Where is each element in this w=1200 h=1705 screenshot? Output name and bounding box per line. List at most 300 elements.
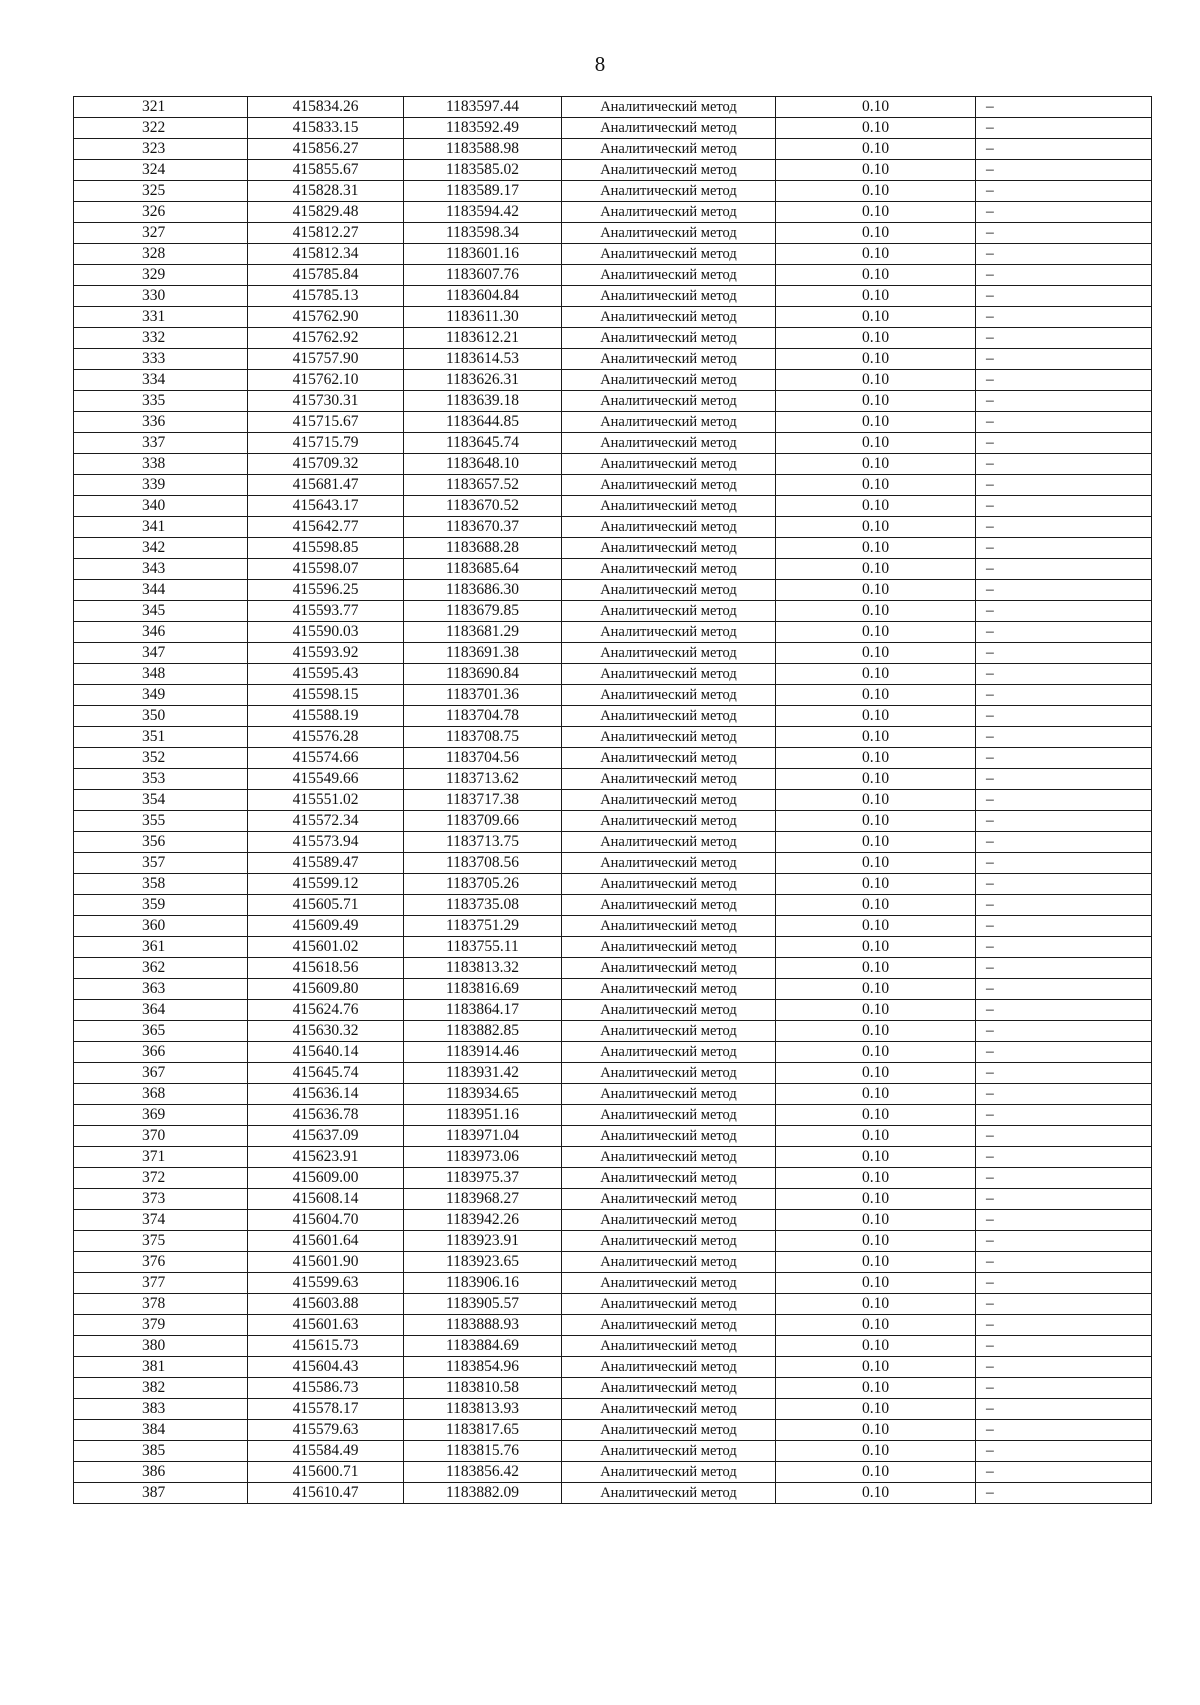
table-row	[74, 496, 1152, 517]
precision-cell: 0.10	[776, 328, 976, 349]
y-coordinate-cell: 1183588.98	[404, 139, 562, 160]
y-coordinate-cell: 1183816.69	[404, 979, 562, 1000]
x-coordinate-cell: 415643.17	[248, 496, 404, 517]
method-cell: Аналитический метод	[562, 244, 776, 265]
method-cell: Аналитический метод	[562, 1483, 776, 1504]
y-coordinate-cell: 1183645.74	[404, 433, 562, 454]
method-cell: Аналитический метод	[562, 181, 776, 202]
precision-cell: 0.10	[776, 1042, 976, 1063]
y-coordinate-cell: 1183589.17	[404, 181, 562, 202]
point-number-cell: 350	[74, 706, 248, 727]
table-row	[74, 937, 1152, 958]
table-row	[74, 97, 1152, 118]
table-row	[74, 517, 1152, 538]
dash-cell: –	[976, 244, 1152, 265]
method-cell: Аналитический метод	[562, 727, 776, 748]
point-number-cell: 321	[74, 97, 248, 118]
x-coordinate-cell: 415609.00	[248, 1168, 404, 1189]
point-number-cell: 361	[74, 937, 248, 958]
dash-cell: –	[976, 1378, 1152, 1399]
precision-cell: 0.10	[776, 1315, 976, 1336]
dash-cell: –	[976, 181, 1152, 202]
method-cell: Аналитический метод	[562, 832, 776, 853]
method-cell: Аналитический метод	[562, 475, 776, 496]
method-cell: Аналитический метод	[562, 769, 776, 790]
table-row	[74, 1021, 1152, 1042]
x-coordinate-cell: 415856.27	[248, 139, 404, 160]
table-row	[74, 1252, 1152, 1273]
point-number-cell: 374	[74, 1210, 248, 1231]
x-coordinate-cell: 415549.66	[248, 769, 404, 790]
table-row	[74, 979, 1152, 1000]
table-row	[74, 412, 1152, 433]
y-coordinate-cell: 1183612.21	[404, 328, 562, 349]
table-row	[74, 1441, 1152, 1462]
point-number-cell: 351	[74, 727, 248, 748]
point-number-cell: 362	[74, 958, 248, 979]
y-coordinate-cell: 1183810.58	[404, 1378, 562, 1399]
precision-cell: 0.10	[776, 349, 976, 370]
table-row	[74, 475, 1152, 496]
dash-cell: –	[976, 412, 1152, 433]
y-coordinate-cell: 1183614.53	[404, 349, 562, 370]
coordinates-table-body	[74, 97, 1152, 1504]
x-coordinate-cell: 415584.49	[248, 1441, 404, 1462]
point-number-cell: 371	[74, 1147, 248, 1168]
y-coordinate-cell: 1183968.27	[404, 1189, 562, 1210]
point-number-cell: 367	[74, 1063, 248, 1084]
x-coordinate-cell: 415601.63	[248, 1315, 404, 1336]
y-coordinate-cell: 1183597.44	[404, 97, 562, 118]
dash-cell: –	[976, 328, 1152, 349]
precision-cell: 0.10	[776, 853, 976, 874]
precision-cell: 0.10	[776, 307, 976, 328]
dash-cell: –	[976, 895, 1152, 916]
dash-cell: –	[976, 790, 1152, 811]
point-number-cell: 360	[74, 916, 248, 937]
y-coordinate-cell: 1183639.18	[404, 391, 562, 412]
precision-cell: 0.10	[776, 1483, 976, 1504]
y-coordinate-cell: 1183906.16	[404, 1273, 562, 1294]
method-cell: Аналитический метод	[562, 139, 776, 160]
precision-cell: 0.10	[776, 580, 976, 601]
table-row	[74, 853, 1152, 874]
x-coordinate-cell: 415623.91	[248, 1147, 404, 1168]
precision-cell: 0.10	[776, 979, 976, 1000]
table-row	[74, 160, 1152, 181]
table-row	[74, 685, 1152, 706]
method-cell: Аналитический метод	[562, 811, 776, 832]
method-cell: Аналитический метод	[562, 937, 776, 958]
x-coordinate-cell: 415598.15	[248, 685, 404, 706]
method-cell: Аналитический метод	[562, 538, 776, 559]
x-coordinate-cell: 415609.49	[248, 916, 404, 937]
y-coordinate-cell: 1183691.38	[404, 643, 562, 664]
point-number-cell: 369	[74, 1105, 248, 1126]
precision-cell: 0.10	[776, 1210, 976, 1231]
table-row	[74, 1105, 1152, 1126]
method-cell: Аналитический метод	[562, 853, 776, 874]
precision-cell: 0.10	[776, 895, 976, 916]
y-coordinate-cell: 1183923.65	[404, 1252, 562, 1273]
dash-cell: –	[976, 1273, 1152, 1294]
precision-cell: 0.10	[776, 286, 976, 307]
y-coordinate-cell: 1183882.85	[404, 1021, 562, 1042]
x-coordinate-cell: 415640.14	[248, 1042, 404, 1063]
method-cell: Аналитический метод	[562, 160, 776, 181]
method-cell: Аналитический метод	[562, 454, 776, 475]
table-row	[74, 538, 1152, 559]
y-coordinate-cell: 1183681.29	[404, 622, 562, 643]
precision-cell: 0.10	[776, 454, 976, 475]
method-cell: Аналитический метод	[562, 1252, 776, 1273]
precision-cell: 0.10	[776, 1294, 976, 1315]
dash-cell: –	[976, 475, 1152, 496]
method-cell: Аналитический метод	[562, 1357, 776, 1378]
dash-cell: –	[976, 958, 1152, 979]
dash-cell: –	[976, 1315, 1152, 1336]
point-number-cell: 323	[74, 139, 248, 160]
precision-cell: 0.10	[776, 433, 976, 454]
y-coordinate-cell: 1183709.66	[404, 811, 562, 832]
y-coordinate-cell: 1183670.52	[404, 496, 562, 517]
point-number-cell: 364	[74, 1000, 248, 1021]
point-number-cell: 338	[74, 454, 248, 475]
y-coordinate-cell: 1183657.52	[404, 475, 562, 496]
dash-cell: –	[976, 1294, 1152, 1315]
table-row	[74, 559, 1152, 580]
dash-cell: –	[976, 223, 1152, 244]
y-coordinate-cell: 1183975.37	[404, 1168, 562, 1189]
dash-cell: –	[976, 433, 1152, 454]
table-row	[74, 454, 1152, 475]
dash-cell: –	[976, 349, 1152, 370]
point-number-cell: 378	[74, 1294, 248, 1315]
table-row	[74, 769, 1152, 790]
method-cell: Аналитический метод	[562, 664, 776, 685]
point-number-cell: 348	[74, 664, 248, 685]
x-coordinate-cell: 415589.47	[248, 853, 404, 874]
page-number: 8	[594, 52, 606, 76]
point-number-cell: 373	[74, 1189, 248, 1210]
y-coordinate-cell: 1183751.29	[404, 916, 562, 937]
dash-cell: –	[976, 1084, 1152, 1105]
point-number-cell: 334	[74, 370, 248, 391]
table-row	[74, 1147, 1152, 1168]
precision-cell: 0.10	[776, 727, 976, 748]
method-cell: Аналитический метод	[562, 979, 776, 1000]
dash-cell: –	[976, 202, 1152, 223]
point-number-cell: 347	[74, 643, 248, 664]
x-coordinate-cell: 415828.31	[248, 181, 404, 202]
table-row	[74, 1168, 1152, 1189]
dash-cell: –	[976, 160, 1152, 181]
precision-cell: 0.10	[776, 97, 976, 118]
x-coordinate-cell: 415593.77	[248, 601, 404, 622]
table-row	[74, 1399, 1152, 1420]
x-coordinate-cell: 415610.47	[248, 1483, 404, 1504]
precision-cell: 0.10	[776, 1357, 976, 1378]
method-cell: Аналитический метод	[562, 1042, 776, 1063]
coordinates-table	[73, 96, 1152, 1504]
y-coordinate-cell: 1183735.08	[404, 895, 562, 916]
precision-cell: 0.10	[776, 412, 976, 433]
dash-cell: –	[976, 1147, 1152, 1168]
precision-cell: 0.10	[776, 1105, 976, 1126]
method-cell: Аналитический метод	[562, 580, 776, 601]
x-coordinate-cell: 415785.13	[248, 286, 404, 307]
precision-cell: 0.10	[776, 1231, 976, 1252]
dash-cell: –	[976, 391, 1152, 412]
table-row	[74, 1126, 1152, 1147]
method-cell: Аналитический метод	[562, 370, 776, 391]
y-coordinate-cell: 1183708.56	[404, 853, 562, 874]
y-coordinate-cell: 1183701.36	[404, 685, 562, 706]
precision-cell: 0.10	[776, 1021, 976, 1042]
x-coordinate-cell: 415608.14	[248, 1189, 404, 1210]
table-row	[74, 1294, 1152, 1315]
method-cell: Аналитический метод	[562, 349, 776, 370]
point-number-cell: 328	[74, 244, 248, 265]
dash-cell: –	[976, 748, 1152, 769]
dash-cell: –	[976, 97, 1152, 118]
point-number-cell: 325	[74, 181, 248, 202]
table-row	[74, 1483, 1152, 1504]
dash-cell: –	[976, 1210, 1152, 1231]
table-row	[74, 811, 1152, 832]
precision-cell: 0.10	[776, 601, 976, 622]
precision-cell: 0.10	[776, 496, 976, 517]
precision-cell: 0.10	[776, 181, 976, 202]
method-cell: Аналитический метод	[562, 1462, 776, 1483]
method-cell: Аналитический метод	[562, 307, 776, 328]
dash-cell: –	[976, 286, 1152, 307]
precision-cell: 0.10	[776, 1126, 976, 1147]
y-coordinate-cell: 1183755.11	[404, 937, 562, 958]
table-row	[74, 706, 1152, 727]
point-number-cell: 383	[74, 1399, 248, 1420]
point-number-cell: 387	[74, 1483, 248, 1504]
table-row	[74, 916, 1152, 937]
x-coordinate-cell: 415551.02	[248, 790, 404, 811]
table-row	[74, 286, 1152, 307]
point-number-cell: 377	[74, 1273, 248, 1294]
table-row	[74, 1315, 1152, 1336]
x-coordinate-cell: 415615.73	[248, 1336, 404, 1357]
precision-cell: 0.10	[776, 1063, 976, 1084]
y-coordinate-cell: 1183971.04	[404, 1126, 562, 1147]
x-coordinate-cell: 415812.27	[248, 223, 404, 244]
x-coordinate-cell: 415715.67	[248, 412, 404, 433]
precision-cell: 0.10	[776, 1147, 976, 1168]
x-coordinate-cell: 415730.31	[248, 391, 404, 412]
dash-cell: –	[976, 769, 1152, 790]
y-coordinate-cell: 1183594.42	[404, 202, 562, 223]
point-number-cell: 375	[74, 1231, 248, 1252]
method-cell: Аналитический метод	[562, 223, 776, 244]
precision-cell: 0.10	[776, 559, 976, 580]
y-coordinate-cell: 1183611.30	[404, 307, 562, 328]
table-row	[74, 181, 1152, 202]
point-number-cell: 385	[74, 1441, 248, 1462]
table-row	[74, 1231, 1152, 1252]
x-coordinate-cell: 415785.84	[248, 265, 404, 286]
x-coordinate-cell: 415630.32	[248, 1021, 404, 1042]
point-number-cell: 345	[74, 601, 248, 622]
x-coordinate-cell: 415595.43	[248, 664, 404, 685]
precision-cell: 0.10	[776, 223, 976, 244]
point-number-cell: 342	[74, 538, 248, 559]
precision-cell: 0.10	[776, 391, 976, 412]
x-coordinate-cell: 415598.07	[248, 559, 404, 580]
method-cell: Аналитический метод	[562, 496, 776, 517]
point-number-cell: 344	[74, 580, 248, 601]
x-coordinate-cell: 415709.32	[248, 454, 404, 475]
precision-cell: 0.10	[776, 685, 976, 706]
point-number-cell: 341	[74, 517, 248, 538]
precision-cell: 0.10	[776, 706, 976, 727]
point-number-cell: 335	[74, 391, 248, 412]
x-coordinate-cell: 415645.74	[248, 1063, 404, 1084]
y-coordinate-cell: 1183951.16	[404, 1105, 562, 1126]
point-number-cell: 357	[74, 853, 248, 874]
dash-cell: –	[976, 1420, 1152, 1441]
precision-cell: 0.10	[776, 916, 976, 937]
method-cell: Аналитический метод	[562, 1168, 776, 1189]
precision-cell: 0.10	[776, 790, 976, 811]
method-cell: Аналитический метод	[562, 433, 776, 454]
table-row	[74, 328, 1152, 349]
point-number-cell: 359	[74, 895, 248, 916]
precision-cell: 0.10	[776, 517, 976, 538]
point-number-cell: 339	[74, 475, 248, 496]
dash-cell: –	[976, 1252, 1152, 1273]
point-number-cell: 366	[74, 1042, 248, 1063]
x-coordinate-cell: 415604.70	[248, 1210, 404, 1231]
x-coordinate-cell: 415588.19	[248, 706, 404, 727]
precision-cell: 0.10	[776, 1462, 976, 1483]
table-row	[74, 1189, 1152, 1210]
y-coordinate-cell: 1183601.16	[404, 244, 562, 265]
table-row	[74, 223, 1152, 244]
y-coordinate-cell: 1183592.49	[404, 118, 562, 139]
dash-cell: –	[976, 1000, 1152, 1021]
point-number-cell: 327	[74, 223, 248, 244]
x-coordinate-cell: 415855.67	[248, 160, 404, 181]
point-number-cell: 363	[74, 979, 248, 1000]
point-number-cell: 352	[74, 748, 248, 769]
y-coordinate-cell: 1183914.46	[404, 1042, 562, 1063]
precision-cell: 0.10	[776, 244, 976, 265]
table-row	[74, 1273, 1152, 1294]
method-cell: Аналитический метод	[562, 286, 776, 307]
method-cell: Аналитический метод	[562, 1378, 776, 1399]
dash-cell: –	[976, 1126, 1152, 1147]
method-cell: Аналитический метод	[562, 118, 776, 139]
x-coordinate-cell: 415681.47	[248, 475, 404, 496]
y-coordinate-cell: 1183690.84	[404, 664, 562, 685]
dash-cell: –	[976, 1441, 1152, 1462]
method-cell: Аналитический метод	[562, 517, 776, 538]
method-cell: Аналитический метод	[562, 874, 776, 895]
x-coordinate-cell: 415572.34	[248, 811, 404, 832]
method-cell: Аналитический метод	[562, 1273, 776, 1294]
dash-cell: –	[976, 370, 1152, 391]
method-cell: Аналитический метод	[562, 1441, 776, 1462]
method-cell: Аналитический метод	[562, 1399, 776, 1420]
dash-cell: –	[976, 1042, 1152, 1063]
dash-cell: –	[976, 559, 1152, 580]
x-coordinate-cell: 415829.48	[248, 202, 404, 223]
method-cell: Аналитический метод	[562, 265, 776, 286]
dash-cell: –	[976, 664, 1152, 685]
precision-cell: 0.10	[776, 1441, 976, 1462]
method-cell: Аналитический метод	[562, 559, 776, 580]
table-row	[74, 1063, 1152, 1084]
method-cell: Аналитический метод	[562, 202, 776, 223]
x-coordinate-cell: 415593.92	[248, 643, 404, 664]
precision-cell: 0.10	[776, 118, 976, 139]
x-coordinate-cell: 415600.71	[248, 1462, 404, 1483]
precision-cell: 0.10	[776, 664, 976, 685]
point-number-cell: 324	[74, 160, 248, 181]
method-cell: Аналитический метод	[562, 412, 776, 433]
method-cell: Аналитический метод	[562, 643, 776, 664]
table-row	[74, 874, 1152, 895]
y-coordinate-cell: 1183884.69	[404, 1336, 562, 1357]
dash-cell: –	[976, 1231, 1152, 1252]
precision-cell: 0.10	[776, 265, 976, 286]
table-row	[74, 1336, 1152, 1357]
method-cell: Аналитический метод	[562, 958, 776, 979]
dash-cell: –	[976, 517, 1152, 538]
dash-cell: –	[976, 811, 1152, 832]
table-row	[74, 643, 1152, 664]
dash-cell: –	[976, 496, 1152, 517]
table-row	[74, 748, 1152, 769]
x-coordinate-cell: 415599.12	[248, 874, 404, 895]
precision-cell: 0.10	[776, 622, 976, 643]
point-number-cell: 332	[74, 328, 248, 349]
method-cell: Аналитический метод	[562, 1294, 776, 1315]
x-coordinate-cell: 415833.15	[248, 118, 404, 139]
dash-cell: –	[976, 118, 1152, 139]
x-coordinate-cell: 415574.66	[248, 748, 404, 769]
precision-cell: 0.10	[776, 1252, 976, 1273]
dash-cell: –	[976, 1021, 1152, 1042]
dash-cell: –	[976, 727, 1152, 748]
y-coordinate-cell: 1183942.26	[404, 1210, 562, 1231]
dash-cell: –	[976, 916, 1152, 937]
dash-cell: –	[976, 538, 1152, 559]
x-coordinate-cell: 415757.90	[248, 349, 404, 370]
y-coordinate-cell: 1183626.31	[404, 370, 562, 391]
table-row	[74, 118, 1152, 139]
dash-cell: –	[976, 853, 1152, 874]
method-cell: Аналитический метод	[562, 685, 776, 706]
x-coordinate-cell: 415579.63	[248, 1420, 404, 1441]
method-cell: Аналитический метод	[562, 790, 776, 811]
x-coordinate-cell: 415601.02	[248, 937, 404, 958]
precision-cell: 0.10	[776, 811, 976, 832]
precision-cell: 0.10	[776, 160, 976, 181]
table-row	[74, 1462, 1152, 1483]
y-coordinate-cell: 1183973.06	[404, 1147, 562, 1168]
y-coordinate-cell: 1183813.32	[404, 958, 562, 979]
y-coordinate-cell: 1183854.96	[404, 1357, 562, 1378]
y-coordinate-cell: 1183670.37	[404, 517, 562, 538]
dash-cell: –	[976, 832, 1152, 853]
